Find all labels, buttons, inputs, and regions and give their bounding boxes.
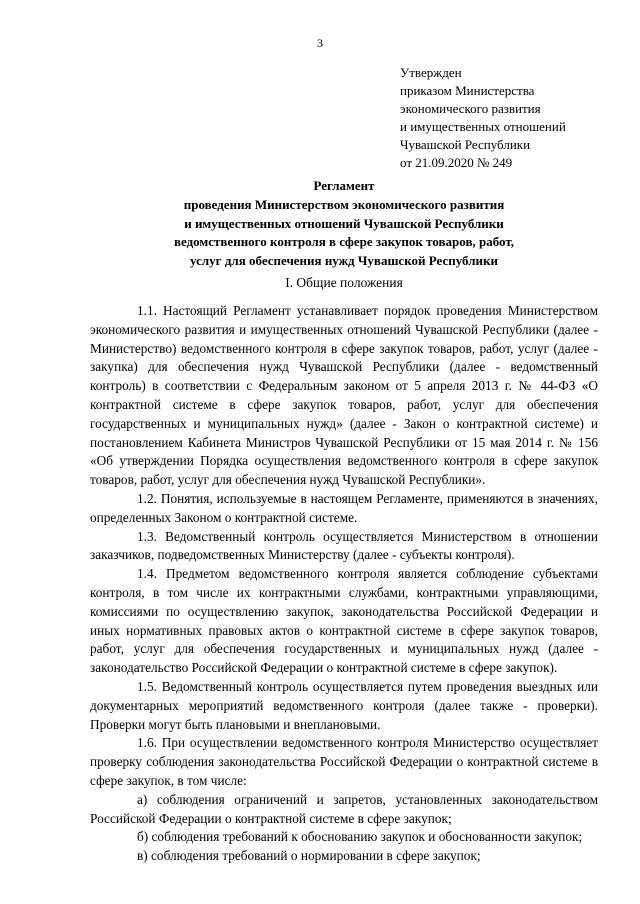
approval-line: и имущественных отношений	[400, 119, 566, 134]
paragraph-1-5: 1.5. Ведомственный контроль осуществляется путем проведения выездных или документарных мероприятий ведомственного контроля (далее также - проверки). Проверки могут быть плановыми и внеплановыми.	[90, 678, 598, 732]
document-title	[90, 177, 598, 271]
approval-line: от 21.09.2020 № 249	[400, 155, 513, 170]
paragraph-1-4: 1.4. Предметом ведомственного контроля является соблюдение субъектами контроля, в том числе их контрактными службами, контрактными управляющими, комиссиями по осуществлению закупок, законодательства Российской Федерации и иных нормативных правовых актов о контрактной системе в сфере закупок товаров, работ, услуг для обеспечения государственных и муниципальных нужд (далее - законодательство Российской Федерации о контрактной системе в сфере закупок).	[90, 566, 598, 676]
page-number: 3	[317, 36, 323, 50]
paragraph-1-2: 1.2. Понятия, используемые в настоящем Регламенте, применяются в значениях, определенных Законом о контрактной системе.	[90, 490, 598, 525]
section-heading: I. Общие положения	[285, 275, 403, 290]
list-item-b: б) соблюдения требований к обоснованию закупок и обоснованности закупок;	[137, 829, 583, 845]
document-body	[90, 302, 598, 866]
title-line: проведения Министерством экономического развития	[183, 196, 505, 212]
title-line: и имущественных отношений Чувашской Республики	[184, 215, 504, 231]
paragraph-1-3: 1.3. Ведомственный контроль осуществляется Министерством в отношении заказчиков, подведомственных Министерству (далее - субъекты контроля).	[90, 528, 598, 563]
approval-line: экономического развития	[400, 101, 541, 116]
approval-line: Чувашской Республики	[400, 137, 531, 152]
paragraph-1-1: 1.1. Настоящий Регламент устанавливает порядок проведения Министерством экономического развития и имущественных отношений Чувашской Республики (далее - Министерство) ведомственного контроля в сфере закупок товаров, работ, услуг (далее - закупка) для обеспечения нужд Чувашской Республики (далее - ведомственный контроль) в соответствии с Федеральным законом от 5 апреля 2013 г. № 44-ФЗ «О контрактной системе в сфере закупок товаров, работ, услуг для обеспечения государственных и муниципальных нужд» (далее - Закон о контрактной системе) и постановлением Кабинета Министров Чувашской Республики от 15 мая 2014 г. № 156 «Об утверждении Порядка осуществления ведомственного контроля в сфере закупок товаров, работ, услуг для обеспечения нужд Чувашской Республики».	[90, 303, 598, 488]
title-line: Регламент	[313, 178, 375, 193]
list-item-a: а) соблюдения ограничений и запретов, установленных законодательством Российской Федерации о контрактной системе в сфере закупок;	[90, 791, 598, 826]
paragraph-1-6: 1.6. При осуществлении ведомственного контроля Министерство осуществляет проверку соблюдения законодательства Российской Федерации о контрактной системе в сфере закупок, в том числе:	[90, 735, 598, 788]
approval-line: приказом Министерства	[400, 83, 535, 98]
approval-stamp	[400, 64, 610, 172]
title-line: услуг для обеспечения нужд Чувашской Республики	[190, 253, 498, 269]
list-item-v: в) соблюдения требований о нормировании в сфере закупок;	[137, 848, 481, 864]
title-line: ведомственного контроля в сфере закупок товаров, работ,	[173, 234, 515, 250]
approval-line: Утвержден	[400, 65, 462, 80]
